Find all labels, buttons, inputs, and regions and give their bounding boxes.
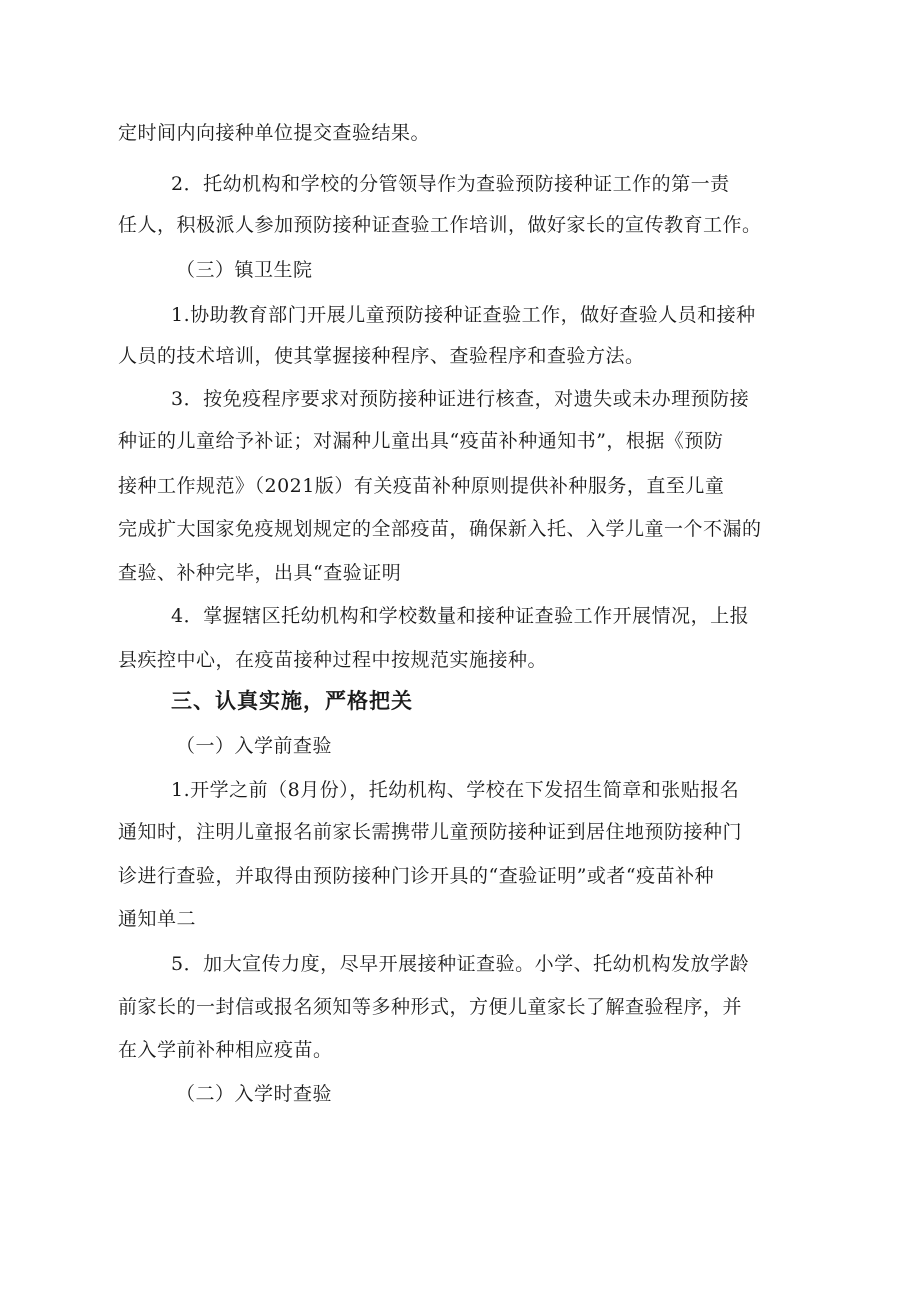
text-line: 通知单二 [118,908,197,930]
text-line: 人员的技术培训，使其掌握接种程序、查验程序和查验方法。 [118,345,645,367]
text-line: 定时间内向接种单位提交查验结果。 [118,122,431,144]
text-line: 接种工作规范》（2021版）有关疫苗补种原则提供补种服务，直至儿童 [118,475,725,497]
text-line: 通知时，注明儿童报名前家长需携带儿童预防接种证到居住地预防接种门 [118,821,743,843]
text-line: 3．按免疫程序要求对预防接种证进行核查，对遗失或未办理预防接 [171,388,750,410]
text-line: 4．掌握辖区托幼机构和学校数量和接种证查验工作开展情况，上报 [171,605,750,627]
text-line: 完成扩大国家免疫规划规定的全部疫苗，确保新入托、入学儿童一个不漏的 [118,518,762,540]
text-line: 1.协助教育部门开展儿童预防接种证查验工作，做好查验人员和接种 [171,304,756,326]
text-line: 查验、补种完毕，出具“查验证明 [118,562,402,584]
text-line: 在入学前补种相应疫苗。 [118,1039,333,1061]
section-heading: 三、认真实施，严格把关 [171,689,413,713]
text-line: 县疾控中心，在疫苗接种过程中按规范实施接种。 [118,649,548,671]
text-line: 任人，积极派人参加预防接种证查验工作培训，做好家长的宣传教育工作。 [118,214,762,236]
section-subheading: （三）镇卫生院 [176,259,313,281]
section-subheading: （二）入学时查验 [176,1083,333,1105]
text-line: 诊进行查验，并取得由预防接种门诊开具的“查验证明”或者“疫苗补种 [118,865,715,887]
text-line: 1.开学之前（8月份），托幼机构、学校在下发招生简章和张贴报名 [171,779,740,801]
text-line: 2．托幼机构和学校的分管领导作为查验预防接种证工作的第一责 [171,173,730,195]
text-line: 前家长的一封信或报名须知等多种形式，方便儿童家长了解查验程序，并 [118,996,743,1018]
section-subheading: （一）入学前查验 [176,735,333,757]
text-line: 种证的儿童给予补证；对漏种儿童出具“疫苗补种通知书”，根据《预防 [118,430,724,452]
text-line: 5．加大宣传力度，尽早开展接种证查验。小学、托幼机构发放学龄 [171,953,750,975]
